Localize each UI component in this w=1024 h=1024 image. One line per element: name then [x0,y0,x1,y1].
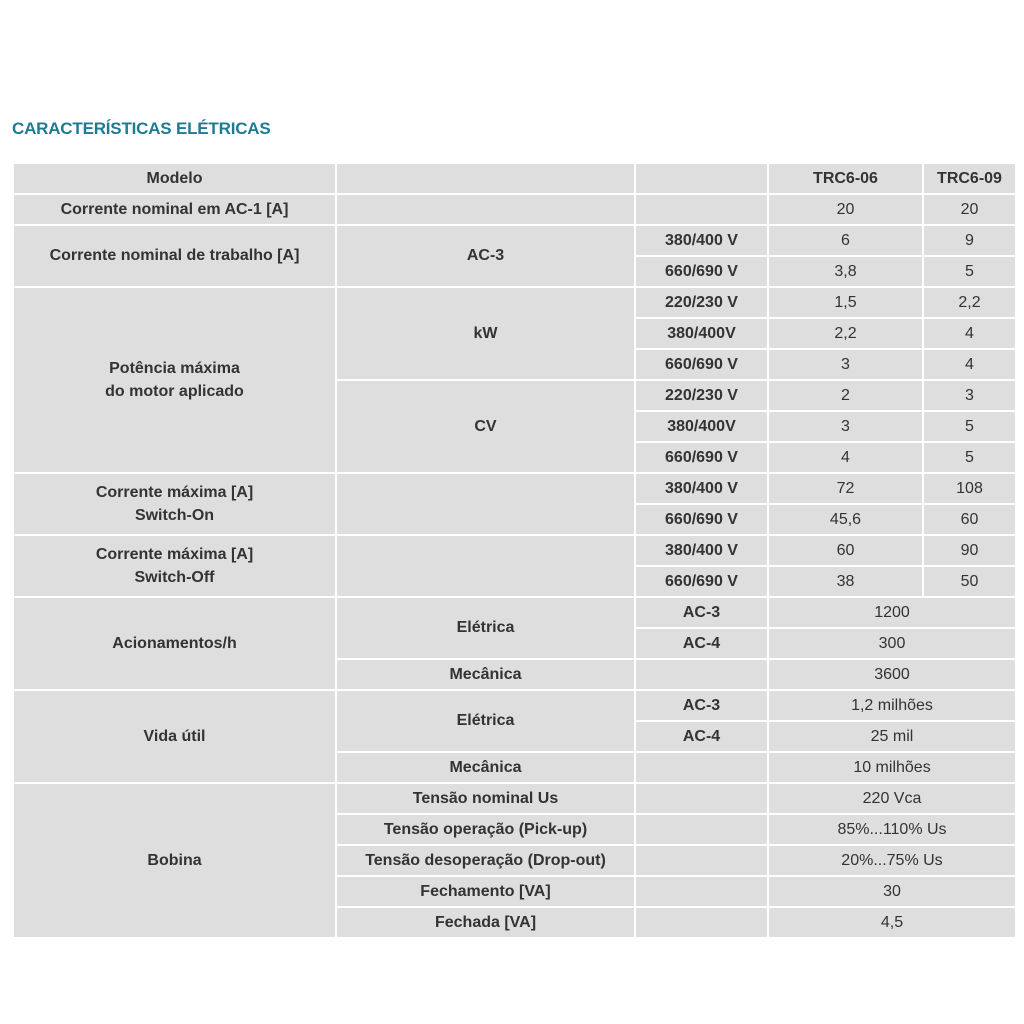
voltage-cell: 380/400 V [635,473,768,504]
type-cell: Mecânica [336,659,635,690]
voltage-cell: 380/400 V [635,535,768,566]
value-cell: 3600 [768,659,1016,690]
row-label: Bobina [13,783,336,938]
header-empty-cell [635,163,768,194]
voltage-cell: 660/690 V [635,566,768,597]
category-cell: AC-4 [635,628,768,659]
value-cell: 3 [768,411,923,442]
param-cell: Tensão nominal Us [336,783,635,814]
empty-cell [336,473,635,535]
value-cell: 38 [768,566,923,597]
value-cell: 60 [923,504,1016,535]
empty-cell [635,659,768,690]
category-cell: AC-3 [336,225,635,287]
empty-cell [635,876,768,907]
voltage-cell: 660/690 V [635,256,768,287]
empty-cell [635,783,768,814]
row-label-line: Switch-Off [134,569,215,586]
row-label: Acionamentos/h [13,597,336,690]
category-cell: AC-3 [635,690,768,721]
unit-cell-kw: kW [336,287,635,380]
type-cell: Mecânica [336,752,635,783]
value-cell: 6 [768,225,923,256]
value-cell: 30 [768,876,1016,907]
section-title: CARACTERÍSTICAS ELÉTRICAS [12,119,271,138]
value-cell: 50 [923,566,1016,597]
type-cell: Elétrica [336,690,635,752]
row-label-switch-off [13,535,336,597]
voltage-cell: 660/690 V [635,504,768,535]
row-label: Vida útil [13,690,336,783]
row-label-potencia [13,287,336,473]
value-cell: 85%...110% Us [768,814,1016,845]
row-label: Corrente nominal de trabalho [A] [13,225,336,287]
row-label-switch-on [13,473,336,535]
empty-cell [635,907,768,938]
unit-cell-cv: CV [336,380,635,473]
table-row [13,473,1016,504]
value-cell: 20 [923,194,1016,225]
value-cell: 3,8 [768,256,923,287]
value-cell: 4 [923,318,1016,349]
empty-cell [635,752,768,783]
empty-cell [635,814,768,845]
value-cell: 3 [923,380,1016,411]
value-cell: 90 [923,535,1016,566]
table-row [13,194,1016,225]
voltage-cell: 220/230 V [635,287,768,318]
value-cell: 5 [923,411,1016,442]
param-cell: Tensão operação (Pick-up) [336,814,635,845]
row-label-line: do motor aplicado [105,383,244,400]
value-cell: 1,2 milhões [768,690,1016,721]
value-cell: 3 [768,349,923,380]
table-row [13,287,1016,318]
value-cell: 20 [768,194,923,225]
row-label: Corrente nominal em AC-1 [A] [13,194,336,225]
table-row [13,783,1016,814]
value-cell: 1,5 [768,287,923,318]
param-cell: Tensão desoperação (Drop-out) [336,845,635,876]
header-model-trc6-06: TRC6-06 [768,163,923,194]
table-row [13,225,1016,256]
voltage-cell: 380/400 V [635,225,768,256]
row-label-line: Switch-On [134,507,215,524]
param-cell: Fechada [VA] [336,907,635,938]
param-cell: Fechamento [VA] [336,876,635,907]
row-label-line: Potência máxima [109,359,240,377]
value-cell: 5 [923,442,1016,473]
value-cell: 2 [768,380,923,411]
empty-cell [336,535,635,597]
category-cell: AC-3 [635,597,768,628]
value-cell: 5 [923,256,1016,287]
table-header-row [13,163,1016,194]
value-cell: 9 [923,225,1016,256]
row-label-line: Corrente máxima [A] [95,483,254,501]
voltage-cell: 660/690 V [635,349,768,380]
electrical-specs-table [12,162,1017,939]
type-cell: Elétrica [336,597,635,659]
value-cell: 10 milhões [768,752,1016,783]
value-cell: 220 Vca [768,783,1016,814]
voltage-cell: 220/230 V [635,380,768,411]
value-cell: 4,5 [768,907,1016,938]
value-cell: 2,2 [923,287,1016,318]
empty-cell [635,194,768,225]
table-row [13,597,1016,628]
value-cell: 108 [923,473,1016,504]
value-cell: 4 [768,442,923,473]
category-cell: AC-4 [635,721,768,752]
value-cell: 1200 [768,597,1016,628]
value-cell: 4 [923,349,1016,380]
table-row [13,690,1016,721]
value-cell: 60 [768,535,923,566]
value-cell: 2,2 [768,318,923,349]
empty-cell [336,194,635,225]
value-cell: 20%...75% Us [768,845,1016,876]
table-row [13,535,1016,566]
value-cell: 300 [768,628,1016,659]
voltage-cell: 380/400V [635,318,768,349]
value-cell: 45,6 [768,504,923,535]
empty-cell [635,845,768,876]
row-label-line: Corrente máxima [A] [95,545,254,563]
value-cell: 25 mil [768,721,1016,752]
value-cell: 72 [768,473,923,504]
voltage-cell: 660/690 V [635,442,768,473]
header-model-label: Modelo [13,163,336,194]
header-empty-cell [336,163,635,194]
header-model-trc6-09: TRC6-09 [923,163,1016,194]
voltage-cell: 380/400V [635,411,768,442]
